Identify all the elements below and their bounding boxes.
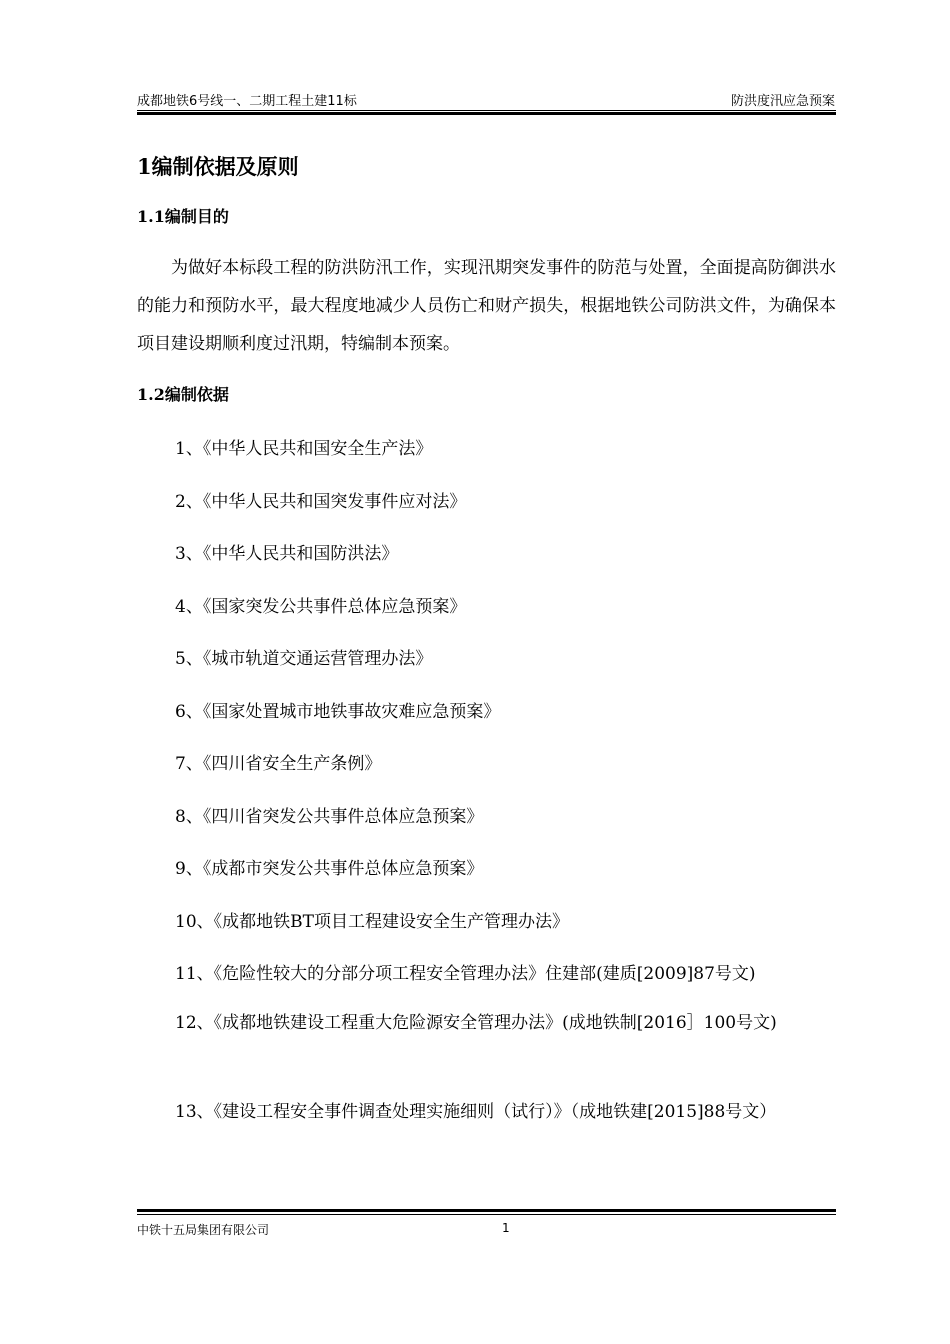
page-footer bbox=[137, 1221, 836, 1239]
header-project-name: 成都地铁6号线一、二期工程土建11标 bbox=[137, 94, 357, 109]
subsection-heading-purpose: 1.1编制目的 bbox=[137, 207, 229, 226]
section-heading: 1编制依据及原则 bbox=[137, 154, 299, 179]
header-rule-thick bbox=[137, 112, 836, 115]
subsection-heading-basis: 1.2编制依据 bbox=[137, 385, 229, 404]
header-rule-thin bbox=[137, 110, 836, 111]
basis-list-item: 8、《四川省突发公共事件总体应急预案》 bbox=[175, 807, 484, 827]
basis-list-item: 9、《成都市突发公共事件总体应急预案》 bbox=[175, 859, 484, 879]
basis-list-item: 6、《国家处置城市地铁事故灾难应急预案》 bbox=[175, 702, 501, 722]
basis-list-item: 3、《中华人民共和国防洪法》 bbox=[175, 544, 399, 564]
basis-list-item: 11、《危险性较大的分部分项工程安全管理办法》住建部(建质[2009]87号文) bbox=[175, 964, 756, 984]
footer-company: 中铁十五局集团有限公司 bbox=[137, 1223, 270, 1237]
header-document-title: 防洪度汛应急预案 bbox=[730, 94, 835, 109]
basis-list-item: 2、《中华人民共和国突发事件应对法》 bbox=[175, 492, 467, 512]
basis-list-item: 7、《四川省安全生产条例》 bbox=[175, 754, 382, 774]
purpose-paragraph: 为做好本标段工程的防洪防汛工作，实现汛期突发事件的防范与处置，全面提高防御洪水的能力和预防水平，最大程度地减少人员伤亡和财产损失，根据地铁公司防洪文件，为确保本项目建设期顺利度过汛期，特编制本预案。 bbox=[137, 258, 836, 354]
basis-list-item: 12、《成都地铁建设工程重大危险源安全管理办法》(成地铁制[2016］100号文) bbox=[175, 1013, 777, 1033]
footer-rule-thick bbox=[137, 1209, 836, 1212]
basis-list-item: 1、《中华人民共和国安全生产法》 bbox=[175, 439, 433, 459]
footer-page-number: 1 bbox=[502, 1221, 510, 1235]
basis-list-item: 10、《成都地铁BT项目工程建设安全生产管理办法》 bbox=[175, 912, 569, 932]
basis-list-item: 5、《城市轨道交通运营管理办法》 bbox=[175, 649, 433, 669]
basis-list-item: 4、《国家突发公共事件总体应急预案》 bbox=[175, 597, 467, 617]
page-header bbox=[137, 90, 835, 108]
footer-rule-thin bbox=[137, 1214, 836, 1215]
basis-list-item: 13、《建设工程安全事件调查处理实施细则（试行）》（成地铁建[2015]88号文） bbox=[175, 1102, 777, 1122]
